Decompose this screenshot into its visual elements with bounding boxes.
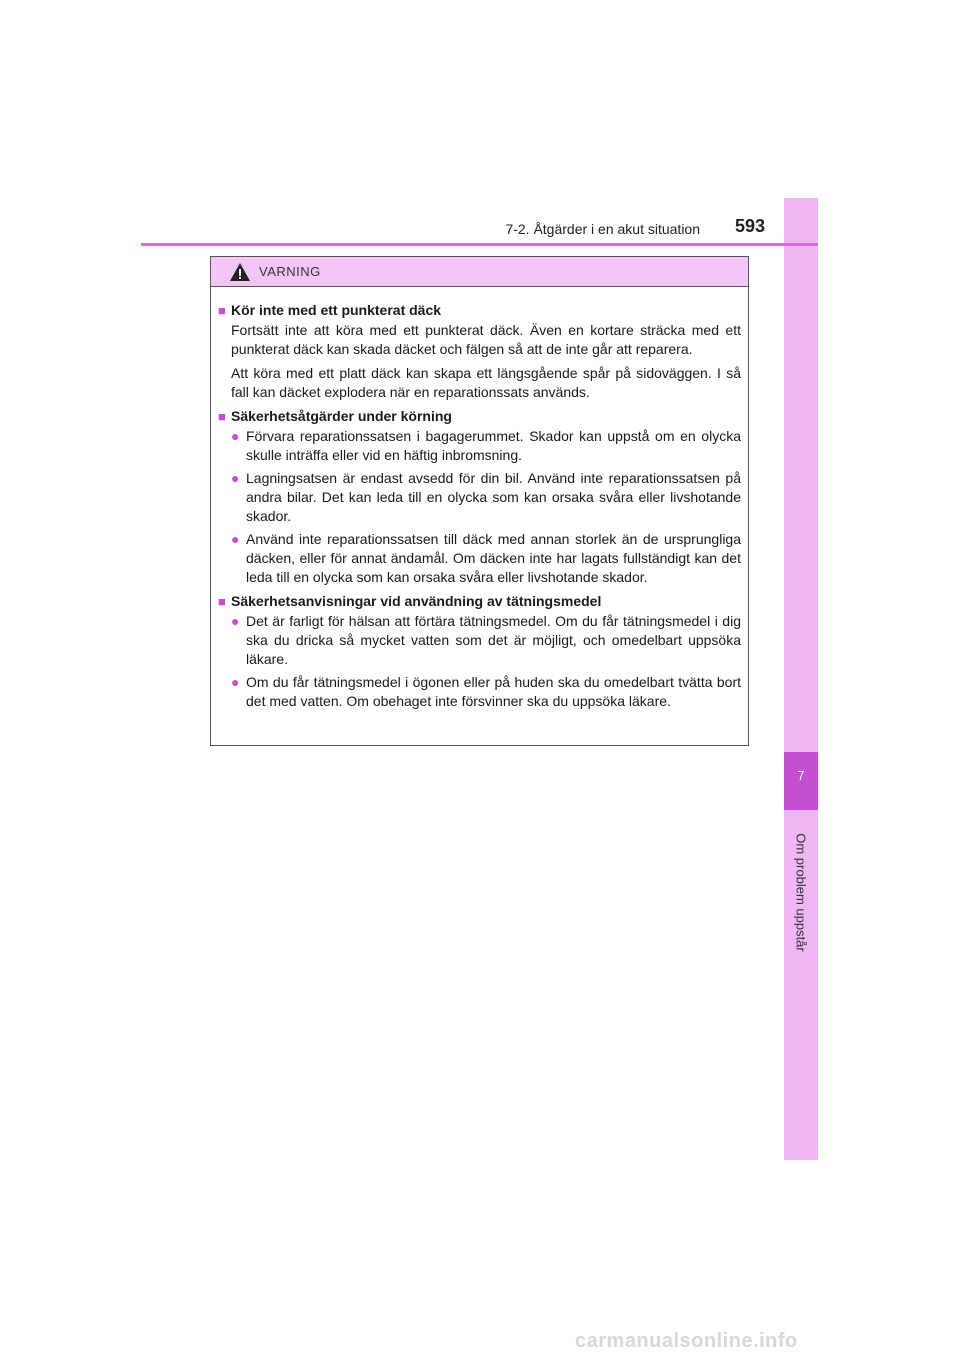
heading-text: Kör inte med ett punkterat däck [231, 302, 442, 318]
round-bullet-icon: ● [231, 674, 240, 690]
heading-text: Säkerhetsåtgärder under körning [231, 408, 452, 424]
section-heading [218, 592, 741, 611]
watermark: carmanualsonline.info [575, 1330, 798, 1352]
list-item [231, 469, 741, 526]
chapter-side-tab [784, 198, 818, 1160]
list-item-text: Förvara reparationssatsen i bagagerummet. Skador kan uppstå om en olycka skulle inträffa eller vid en häftig inbromsning. [246, 428, 741, 463]
page-number: 593 [735, 216, 766, 236]
paragraph: Att köra med ett platt däck kan skapa ett längsgående spår på sidoväggen. I så fall kan däcket explodera när en reparationssats används. [231, 365, 741, 400]
warning-triangle-icon [229, 262, 251, 282]
list-item [231, 612, 741, 669]
list-item [231, 673, 741, 711]
list-item [231, 530, 741, 587]
round-bullet-icon: ● [231, 428, 240, 444]
list-item-text: Lagningsatsen är endast avsedd för din bil. Använd inte reparationssatsen på andra bilar. Det kan leda till en olycka som kan orsaka svåra eller livshotande skador. [246, 470, 741, 524]
paragraph: Fortsätt inte att köra med ett punkterat däck. Även en kortare sträcka med ett punkterat däck kan skada däcket och fälgen så att de inte går att reparera. [231, 322, 741, 357]
heading-text: Säkerhetsanvisningar vid användning av tätningsmedel [231, 593, 602, 609]
round-bullet-icon: ● [231, 531, 240, 547]
warning-box [210, 256, 749, 746]
square-bullet-icon: ■ [218, 594, 226, 609]
square-bullet-icon: ■ [218, 303, 226, 318]
warning-body [211, 287, 748, 711]
list-item-text: Det är farligt för hälsan att förtära tätningsmedel. Om du får tätningsmedel i dig ska du dricka så mycket vatten som det är möjligt, och omedelbart uppsöka läkare. [246, 613, 741, 667]
round-bullet-icon: ● [231, 470, 240, 486]
warning-header [211, 257, 748, 287]
section-heading [218, 407, 741, 426]
round-bullet-icon: ● [231, 613, 240, 629]
chapter-label: Om problem uppstår [793, 833, 809, 952]
list-item [231, 427, 741, 465]
section-title: 7-2. Åtgärder i en akut situation [505, 221, 700, 237]
list-item-text: Om du får tätningsmedel i ögonen eller på huden ska du omedelbart tvätta bort det med vatten. Om obehaget inte försvinner ska du uppsöka läkare. [246, 674, 741, 709]
list-item-text: Använd inte reparationssatsen till däck med annan storlek än de ursprungliga däcken, eller för annat ändamål. Om däcken inte har lagats fullständigt kan det leda till en olycka som kan orsaka svåra eller livshotande skador. [246, 531, 741, 585]
chapter-number: 7 [797, 768, 805, 783]
warning-title: VARNING [259, 264, 321, 279]
header-divider [141, 243, 818, 246]
square-bullet-icon: ■ [218, 409, 226, 424]
section-heading [218, 301, 741, 320]
